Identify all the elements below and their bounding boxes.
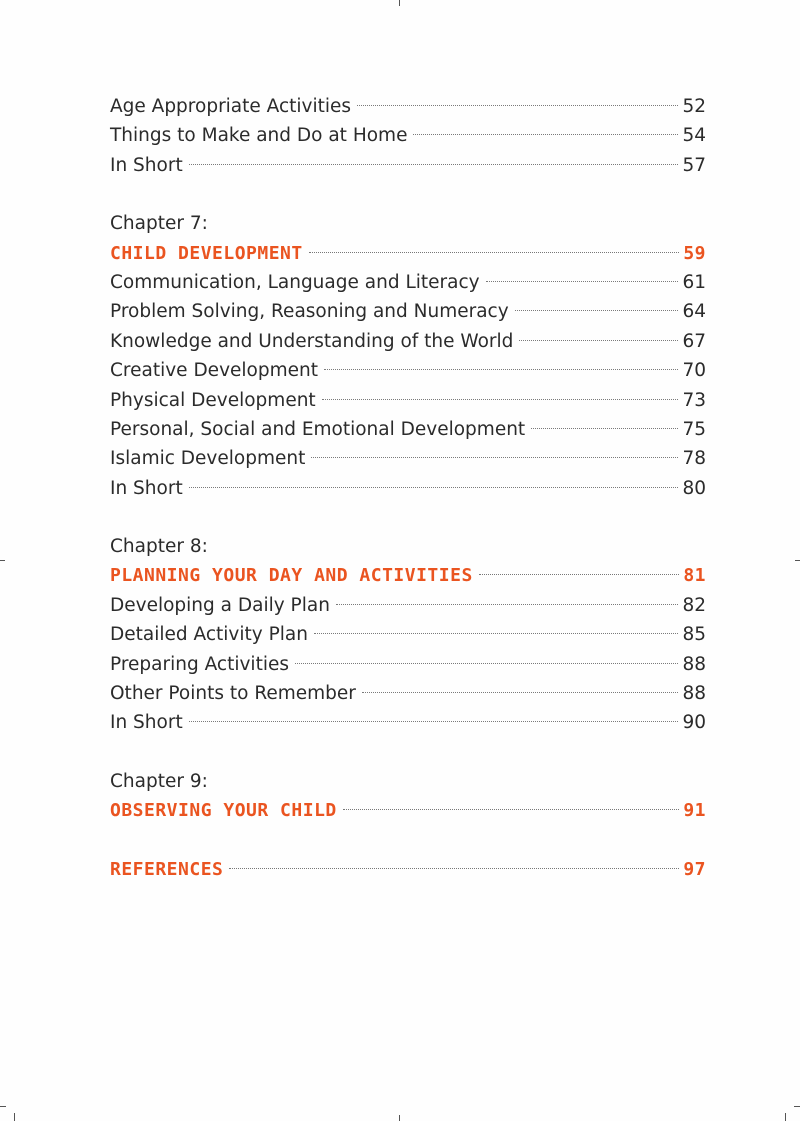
chapter-heading-page: 91	[683, 800, 706, 822]
dot-leader	[324, 369, 678, 370]
references-heading[interactable]	[110, 855, 706, 884]
chapter-label: Chapter 7:	[110, 213, 208, 235]
toc-entry-page: 52	[682, 96, 706, 117]
toc-entry[interactable]	[110, 92, 706, 121]
toc-entry[interactable]	[110, 297, 706, 326]
toc-entry-page: 57	[682, 154, 706, 176]
toc-entry-page: 78	[682, 448, 706, 470]
toc-entry-page: 88	[682, 653, 706, 675]
crop-mark	[785, 1113, 786, 1121]
toc-entry-title: Developing a Daily Plan	[110, 594, 330, 616]
toc-entry-page: 64	[682, 301, 706, 323]
toc-entry-page: 61	[682, 271, 706, 293]
toc-entry[interactable]	[110, 386, 706, 415]
dot-leader	[189, 487, 679, 488]
dot-leader	[486, 281, 679, 282]
toc-entry-title: In Short	[110, 477, 183, 499]
toc-entry[interactable]	[110, 708, 706, 737]
toc-entry-page: 54	[682, 125, 706, 147]
toc-entry-title: Personal, Social and Emotional Development	[110, 418, 526, 440]
crop-mark	[14, 1113, 15, 1121]
toc-entry[interactable]	[110, 474, 706, 503]
toc-entry-title: Physical Development	[110, 389, 316, 411]
chapter-label: Chapter 9:	[110, 770, 208, 792]
toc-entry-page: 73	[682, 389, 706, 411]
crop-mark	[0, 560, 5, 561]
dot-leader	[314, 633, 679, 634]
chapter-label: Chapter 8:	[110, 536, 208, 558]
crop-mark	[795, 560, 800, 561]
toc-entry-title: Creative Development	[110, 360, 318, 382]
toc-entry-title: Things to Make and Do at Home	[110, 125, 408, 147]
dot-leader	[309, 252, 680, 253]
toc-entry-title: Problem Solving, Reasoning and Numeracy	[110, 301, 509, 323]
chapter-heading-page: 81	[683, 565, 706, 587]
dot-leader	[413, 134, 678, 135]
dot-leader	[515, 310, 679, 311]
dot-leader	[479, 574, 680, 575]
dot-leader	[189, 164, 679, 165]
toc-entry[interactable]	[110, 327, 706, 356]
toc-entry-title: Detailed Activity Plan	[110, 624, 308, 646]
toc-entry-page: 80	[682, 477, 706, 499]
toc-entry[interactable]	[110, 620, 706, 649]
toc-entry[interactable]	[110, 679, 706, 708]
toc-entry[interactable]	[110, 444, 706, 473]
dot-leader	[362, 692, 679, 693]
dot-leader	[343, 809, 680, 810]
toc-entry[interactable]	[110, 151, 706, 180]
toc-entry-title: Knowledge and Understanding of the World	[110, 330, 514, 352]
toc-entry-title: Age Appropriate Activities	[110, 96, 352, 117]
toc-entry-title: Communication, Language and Literacy	[110, 271, 480, 293]
chapter-heading[interactable]	[110, 239, 706, 268]
toc-entry-title: Preparing Activities	[110, 653, 289, 675]
chapter-heading-title: PLANNING YOUR DAY AND ACTIVITIES	[110, 565, 473, 587]
chapter-heading[interactable]	[110, 561, 706, 590]
table-of-contents	[110, 92, 706, 884]
toc-entry-page: 85	[682, 624, 706, 646]
toc-entry-title: In Short	[110, 154, 183, 176]
chapter-heading[interactable]	[110, 796, 706, 825]
crop-mark	[399, 1115, 400, 1121]
toc-entry-page: 90	[682, 712, 706, 734]
toc-entry-title: Other Points to Remember	[110, 683, 356, 705]
toc-entry-page: 67	[682, 330, 706, 352]
dot-leader	[295, 663, 678, 664]
dot-leader	[189, 721, 679, 722]
chapter-heading-page: 59	[683, 242, 706, 264]
chapter-heading-title: CHILD DEVELOPMENT	[110, 242, 303, 264]
toc-entry-page: 88	[682, 683, 706, 705]
toc-entry[interactable]	[110, 415, 706, 444]
toc-entry-title: In Short	[110, 712, 183, 734]
toc-entry-title: Islamic Development	[110, 448, 306, 470]
toc-entry[interactable]	[110, 650, 706, 679]
crop-mark	[399, 0, 400, 6]
toc-entry-page: 70	[682, 360, 706, 382]
dot-leader	[229, 868, 679, 869]
toc-entry-page: 82	[682, 594, 706, 616]
dot-leader	[357, 105, 678, 106]
references-title: REFERENCES	[110, 858, 224, 880]
dot-leader	[336, 604, 679, 605]
toc-entry[interactable]	[110, 121, 706, 150]
crop-mark	[0, 1106, 6, 1107]
references-page: 97	[683, 858, 706, 880]
dot-leader	[519, 340, 678, 341]
toc-entry[interactable]	[110, 268, 706, 297]
dot-leader	[311, 457, 678, 458]
toc-entry[interactable]	[110, 356, 706, 385]
chapter-heading-title: OBSERVING YOUR CHILD	[110, 800, 337, 822]
toc-entry[interactable]	[110, 591, 706, 620]
dot-leader	[322, 399, 679, 400]
toc-entry-page: 75	[682, 418, 706, 440]
crop-mark	[794, 1106, 800, 1107]
dot-leader	[531, 428, 678, 429]
